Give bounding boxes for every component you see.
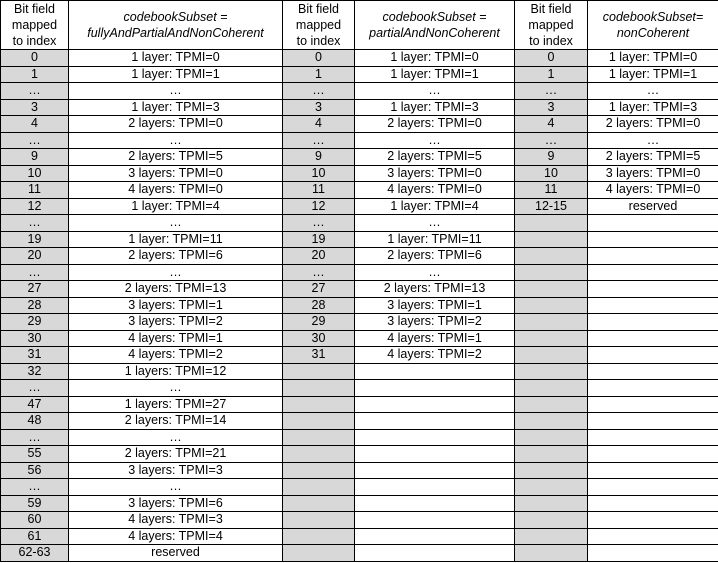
table-row xyxy=(1,512,718,529)
index-cell: 29 xyxy=(1,314,69,331)
table-row xyxy=(1,495,718,512)
index-cell: … xyxy=(283,215,355,232)
index-cell xyxy=(283,495,355,512)
index-cell xyxy=(283,479,355,496)
index-cell: 19 xyxy=(1,231,69,248)
index-cell: 30 xyxy=(1,330,69,347)
index-cell xyxy=(515,512,588,529)
index-cell: … xyxy=(515,83,588,100)
noncoherent-value-cell xyxy=(588,363,718,380)
index-cell: 20 xyxy=(283,248,355,265)
full-value-cell: 1 layer: TPMI=0 xyxy=(69,50,283,67)
table-row xyxy=(1,132,718,149)
index-cell: … xyxy=(1,429,69,446)
noncoherent-value-cell xyxy=(588,215,718,232)
index-cell: … xyxy=(283,132,355,149)
index-cell: 4 xyxy=(283,116,355,133)
index-cell: 9 xyxy=(1,149,69,166)
partial-value-cell xyxy=(355,462,515,479)
table-row xyxy=(1,479,718,496)
index-cell xyxy=(283,396,355,413)
index-cell: … xyxy=(1,83,69,100)
partial-value-cell xyxy=(355,429,515,446)
table-row xyxy=(1,363,718,380)
noncoherent-value-cell xyxy=(588,512,718,529)
table-row xyxy=(1,83,718,100)
index-cell: 20 xyxy=(1,248,69,265)
codebook-header-full: codebookSubset = fullyAndPartialAndNonCoherent xyxy=(69,1,283,50)
index-cell xyxy=(283,462,355,479)
index-header-1: Bit field mapped to index xyxy=(1,1,69,50)
table-row xyxy=(1,545,718,562)
table-row xyxy=(1,347,718,364)
index-cell xyxy=(515,545,588,562)
index-cell: 47 xyxy=(1,396,69,413)
index-cell xyxy=(283,429,355,446)
table-row xyxy=(1,462,718,479)
noncoherent-value-cell xyxy=(588,462,718,479)
index-cell: 30 xyxy=(283,330,355,347)
index-header-3: Bit field mapped to index xyxy=(515,1,588,50)
noncoherent-value-cell: 2 layers: TPMI=5 xyxy=(588,149,718,166)
noncoherent-value-cell xyxy=(588,380,718,397)
full-value-cell: 4 layers: TPMI=0 xyxy=(69,182,283,199)
partial-value-cell: 1 layer: TPMI=11 xyxy=(355,231,515,248)
full-value-cell: … xyxy=(69,429,283,446)
index-cell xyxy=(515,264,588,281)
index-cell xyxy=(515,347,588,364)
noncoherent-value-cell xyxy=(588,528,718,545)
table-row xyxy=(1,165,718,182)
table-header xyxy=(1,1,718,50)
full-value-cell: 3 layers: TPMI=1 xyxy=(69,297,283,314)
index-cell: 12 xyxy=(1,198,69,215)
partial-value-cell: 3 layers: TPMI=2 xyxy=(355,314,515,331)
noncoherent-value-cell: … xyxy=(588,132,718,149)
full-value-cell: 1 layer: TPMI=3 xyxy=(69,99,283,116)
full-value-cell: 2 layers: TPMI=0 xyxy=(69,116,283,133)
full-value-cell: 1 layer: TPMI=1 xyxy=(69,66,283,83)
partial-value-cell xyxy=(355,396,515,413)
index-cell: 61 xyxy=(1,528,69,545)
partial-value-cell: 1 layer: TPMI=4 xyxy=(355,198,515,215)
full-value-cell: 1 layer: TPMI=4 xyxy=(69,198,283,215)
index-cell xyxy=(515,446,588,463)
index-cell: 28 xyxy=(283,297,355,314)
index-cell: … xyxy=(283,264,355,281)
index-cell xyxy=(283,380,355,397)
index-cell xyxy=(515,429,588,446)
full-value-cell: 4 layers: TPMI=3 xyxy=(69,512,283,529)
index-cell xyxy=(283,363,355,380)
partial-value-cell: 3 layers: TPMI=0 xyxy=(355,165,515,182)
index-cell: 1 xyxy=(283,66,355,83)
partial-value-cell xyxy=(355,479,515,496)
partial-value-cell xyxy=(355,545,515,562)
table-row xyxy=(1,198,718,215)
partial-value-cell xyxy=(355,495,515,512)
index-header-2: Bit field mapped to index xyxy=(283,1,355,50)
partial-value-cell xyxy=(355,380,515,397)
index-cell: … xyxy=(1,215,69,232)
index-cell: 10 xyxy=(1,165,69,182)
noncoherent-value-cell xyxy=(588,396,718,413)
index-cell: 0 xyxy=(1,50,69,67)
index-cell xyxy=(283,413,355,430)
index-cell: … xyxy=(1,479,69,496)
index-cell: 9 xyxy=(283,149,355,166)
noncoherent-value-cell xyxy=(588,429,718,446)
partial-value-cell: 2 layers: TPMI=0 xyxy=(355,116,515,133)
index-cell: 48 xyxy=(1,413,69,430)
table-row xyxy=(1,66,718,83)
table-row xyxy=(1,396,718,413)
noncoherent-value-cell xyxy=(588,281,718,298)
noncoherent-value-cell xyxy=(588,495,718,512)
index-cell xyxy=(515,396,588,413)
index-cell: 1 xyxy=(515,66,588,83)
partial-value-cell xyxy=(355,413,515,430)
noncoherent-value-cell xyxy=(588,297,718,314)
full-value-cell: 3 layers: TPMI=6 xyxy=(69,495,283,512)
index-cell: 31 xyxy=(283,347,355,364)
full-value-cell: 1 layer: TPMI=11 xyxy=(69,231,283,248)
partial-value-cell xyxy=(355,363,515,380)
noncoherent-value-cell xyxy=(588,231,718,248)
partial-value-cell xyxy=(355,528,515,545)
table-body xyxy=(1,50,718,562)
index-cell xyxy=(515,297,588,314)
table-row xyxy=(1,248,718,265)
index-cell: 0 xyxy=(283,50,355,67)
partial-value-cell: … xyxy=(355,264,515,281)
index-cell: 4 xyxy=(515,116,588,133)
partial-value-cell: 2 layers: TPMI=13 xyxy=(355,281,515,298)
index-cell: 9 xyxy=(515,149,588,166)
index-cell: 1 xyxy=(1,66,69,83)
index-cell: 12 xyxy=(283,198,355,215)
index-cell: 55 xyxy=(1,446,69,463)
noncoherent-value-cell xyxy=(588,330,718,347)
codebook-header-noncoherent: codebookSubset= nonCoherent xyxy=(588,1,718,50)
index-cell: 11 xyxy=(1,182,69,199)
index-cell: 12-15 xyxy=(515,198,588,215)
full-value-cell: 4 layers: TPMI=1 xyxy=(69,330,283,347)
full-value-cell: 3 layers: TPMI=2 xyxy=(69,314,283,331)
noncoherent-value-cell xyxy=(588,545,718,562)
index-cell: 60 xyxy=(1,512,69,529)
index-cell: 29 xyxy=(283,314,355,331)
partial-value-cell: 4 layers: TPMI=0 xyxy=(355,182,515,199)
noncoherent-value-cell: 3 layers: TPMI=0 xyxy=(588,165,718,182)
noncoherent-value-cell: 1 layer: TPMI=3 xyxy=(588,99,718,116)
noncoherent-value-cell xyxy=(588,446,718,463)
partial-value-cell xyxy=(355,512,515,529)
noncoherent-value-cell: 2 layers: TPMI=0 xyxy=(588,116,718,133)
index-cell xyxy=(515,462,588,479)
table-row xyxy=(1,330,718,347)
table-row xyxy=(1,182,718,199)
full-value-cell: 2 layers: TPMI=5 xyxy=(69,149,283,166)
index-cell: 62-63 xyxy=(1,545,69,562)
full-value-cell: … xyxy=(69,215,283,232)
index-cell: 11 xyxy=(283,182,355,199)
full-value-cell: 1 layers: TPMI=27 xyxy=(69,396,283,413)
index-cell xyxy=(515,413,588,430)
noncoherent-value-cell xyxy=(588,314,718,331)
full-value-cell: 2 layers: TPMI=6 xyxy=(69,248,283,265)
index-cell xyxy=(515,314,588,331)
full-value-cell: reserved xyxy=(69,545,283,562)
full-value-cell: … xyxy=(69,479,283,496)
index-cell xyxy=(515,380,588,397)
full-value-cell: 4 layers: TPMI=2 xyxy=(69,347,283,364)
partial-value-cell: 2 layers: TPMI=5 xyxy=(355,149,515,166)
table-row xyxy=(1,380,718,397)
index-cell xyxy=(283,446,355,463)
index-cell: 31 xyxy=(1,347,69,364)
full-value-cell: 1 layers: TPMI=12 xyxy=(69,363,283,380)
index-cell: … xyxy=(515,132,588,149)
partial-value-cell: 1 layer: TPMI=3 xyxy=(355,99,515,116)
noncoherent-value-cell: 1 layer: TPMI=1 xyxy=(588,66,718,83)
partial-value-cell: … xyxy=(355,83,515,100)
index-cell: 19 xyxy=(283,231,355,248)
noncoherent-value-cell: reserved xyxy=(588,198,718,215)
index-cell: … xyxy=(283,83,355,100)
table-row xyxy=(1,429,718,446)
index-cell xyxy=(515,281,588,298)
table-row xyxy=(1,116,718,133)
partial-value-cell: 4 layers: TPMI=2 xyxy=(355,347,515,364)
index-cell: 10 xyxy=(283,165,355,182)
full-value-cell: 2 layers: TPMI=14 xyxy=(69,413,283,430)
table-row xyxy=(1,231,718,248)
index-cell: 3 xyxy=(1,99,69,116)
index-cell: 11 xyxy=(515,182,588,199)
index-cell xyxy=(515,248,588,265)
noncoherent-value-cell xyxy=(588,264,718,281)
index-cell: 28 xyxy=(1,297,69,314)
index-cell: 10 xyxy=(515,165,588,182)
noncoherent-value-cell: 4 layers: TPMI=0 xyxy=(588,182,718,199)
table-row xyxy=(1,149,718,166)
table-row xyxy=(1,413,718,430)
index-cell xyxy=(283,545,355,562)
partial-value-cell: 3 layers: TPMI=1 xyxy=(355,297,515,314)
partial-value-cell: … xyxy=(355,132,515,149)
index-cell: 27 xyxy=(283,281,355,298)
index-cell xyxy=(283,512,355,529)
codebook-header-partial: codebookSubset = partialAndNonCoherent xyxy=(355,1,515,50)
index-cell xyxy=(515,479,588,496)
full-value-cell: 2 layers: TPMI=13 xyxy=(69,281,283,298)
full-value-cell: … xyxy=(69,132,283,149)
noncoherent-value-cell xyxy=(588,479,718,496)
index-cell xyxy=(515,215,588,232)
noncoherent-value-cell: 1 layer: TPMI=0 xyxy=(588,50,718,67)
index-cell: 27 xyxy=(1,281,69,298)
table-row xyxy=(1,215,718,232)
noncoherent-value-cell xyxy=(588,413,718,430)
full-value-cell: … xyxy=(69,380,283,397)
partial-value-cell: 1 layer: TPMI=0 xyxy=(355,50,515,67)
index-cell xyxy=(283,528,355,545)
partial-value-cell: 1 layer: TPMI=1 xyxy=(355,66,515,83)
table-row xyxy=(1,314,718,331)
index-cell: … xyxy=(1,264,69,281)
full-value-cell: 2 layers: TPMI=21 xyxy=(69,446,283,463)
table-row xyxy=(1,99,718,116)
index-cell: 3 xyxy=(515,99,588,116)
full-value-cell: … xyxy=(69,264,283,281)
header-row xyxy=(1,1,718,50)
full-value-cell: 4 layers: TPMI=4 xyxy=(69,528,283,545)
index-cell xyxy=(515,363,588,380)
index-cell: 56 xyxy=(1,462,69,479)
index-cell: 32 xyxy=(1,363,69,380)
index-cell xyxy=(515,495,588,512)
full-value-cell: … xyxy=(69,83,283,100)
index-cell: … xyxy=(1,132,69,149)
table-row xyxy=(1,50,718,67)
index-cell xyxy=(515,231,588,248)
index-cell: 0 xyxy=(515,50,588,67)
index-cell: 3 xyxy=(283,99,355,116)
noncoherent-value-cell xyxy=(588,347,718,364)
partial-value-cell: … xyxy=(355,215,515,232)
table-row xyxy=(1,281,718,298)
index-cell xyxy=(515,330,588,347)
partial-value-cell: 2 layers: TPMI=6 xyxy=(355,248,515,265)
noncoherent-value-cell: … xyxy=(588,83,718,100)
table-row xyxy=(1,297,718,314)
noncoherent-value-cell xyxy=(588,248,718,265)
full-value-cell: 3 layers: TPMI=3 xyxy=(69,462,283,479)
partial-value-cell xyxy=(355,446,515,463)
table-row xyxy=(1,446,718,463)
index-cell: … xyxy=(1,380,69,397)
partial-value-cell: 4 layers: TPMI=1 xyxy=(355,330,515,347)
index-cell xyxy=(515,528,588,545)
table-row xyxy=(1,264,718,281)
index-cell: 4 xyxy=(1,116,69,133)
table-row xyxy=(1,528,718,545)
full-value-cell: 3 layers: TPMI=0 xyxy=(69,165,283,182)
index-cell: 59 xyxy=(1,495,69,512)
